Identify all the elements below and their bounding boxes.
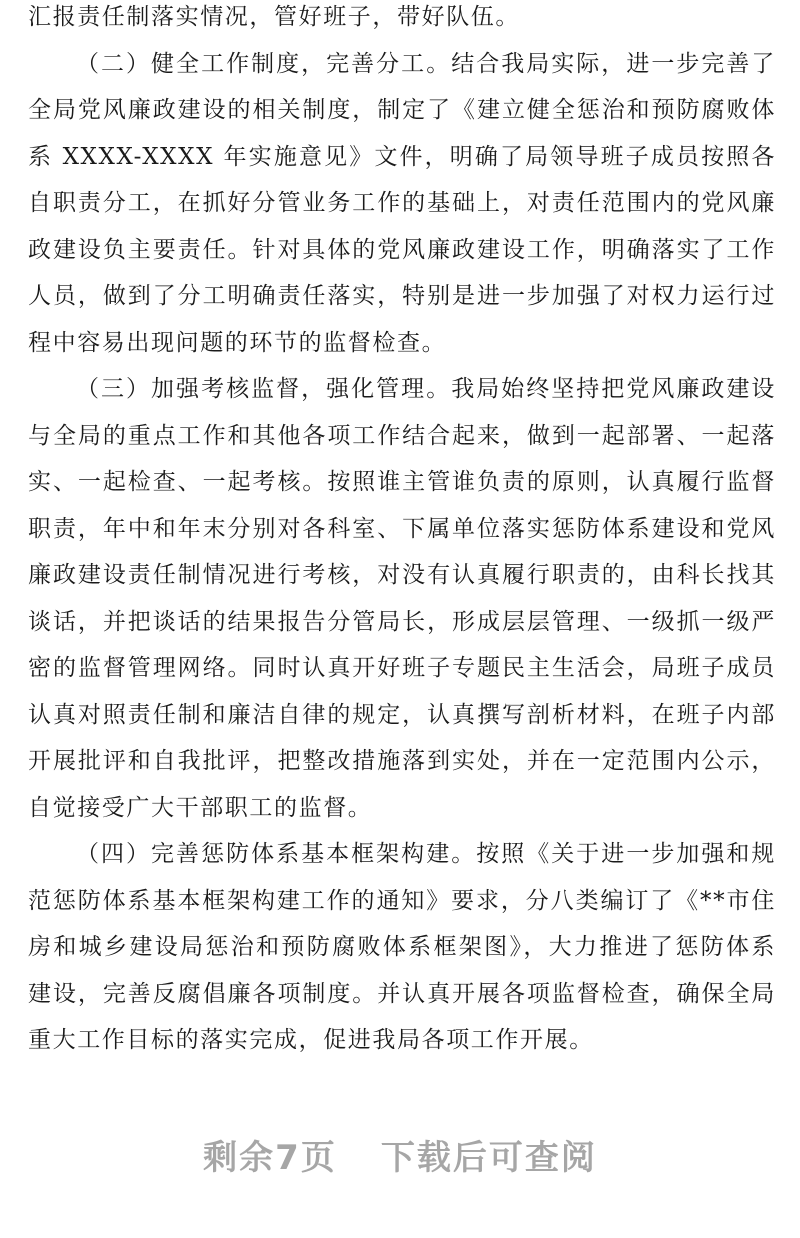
paragraph-section-3: （三）加强考核监督，强化管理。我局始终坚持把党风廉政建设与全局的重点工作和其他各项工作结合起来，做到一起部署、一起落实、一起检查、一起考核。按照谁主管谁负责的原则，认真履行监督职责，年中和年末分别对各科室、下属单位落实惩防体系建设和党风廉政建设责任制情况进行考核，对没有认真履行职责的，由科长找其谈话，并把谈话的结果报告分管局长，形成层层管理、一级抓一级严密的监督管理网络。同时认真开好班子专题民主生活会，局班子成员认真对照责任制和廉洁自律的规定，认真撰写剖析材料，在班子内部开展批评和自我批评，把整改措施落到实处，并在一定范围内公示，自觉接受广大干部职工的监督。 — [28, 376, 776, 821]
download-hint-label: 下载后可查阅 — [380, 1138, 597, 1178]
document-body — [28, 0, 776, 1064]
remaining-pages-label: 剩余7页 — [203, 1138, 337, 1178]
paragraph-section-4: （四）完善惩防体系基本框架构建。按照《关于进一步加强和规范惩防体系基本框架构建工作的通知》要求，分八类编订了《**市住房和城乡建设局惩治和预防腐败体系框架图》，大力推进了惩防体系建设，完善反腐倡廉各项制度。并认真开展各项监督检查，确保全局重大工作目标的落实完成，促进我局各项工作开展。 — [28, 841, 776, 1053]
paragraph-continuation: 汇报责任制落实情况，管好班子，带好队伍。 — [28, 4, 520, 30]
paragraph-section-2: （二）健全工作制度，完善分工。结合我局实际，进一步完善了全局党风廉政建设的相关制度，制定了《建立健全惩治和预防腐败体系 XXXX-XXXX 年实施意见》文件，明确了局领导班子成员按照各自职责分工，在抓好分管业务工作的基础上，对责任范围内的党风廉政建设负主要责任。针对具体的党风廉政建设工作，明确落实了工作人员，做到了分工明确责任落实，特别是进一步加强了对权力运行过程中容易出现问题的环节的监督检查。 — [28, 50, 776, 356]
download-prompt[interactable] — [0, 1130, 800, 1179]
